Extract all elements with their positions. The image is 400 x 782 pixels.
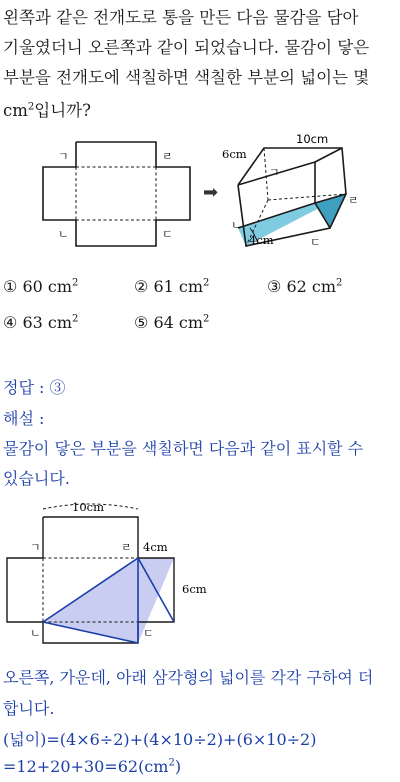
net-label-d: ㄷ xyxy=(162,228,173,241)
solution-result-close: ) xyxy=(174,757,182,776)
solution-formula: (넓이)=(4×6÷2)+(4×10÷2)+(6×10÷2) xyxy=(3,730,317,749)
net-label-g: ㄱ xyxy=(58,150,69,163)
answer-label: 정답 : ③ xyxy=(3,378,66,397)
explanation-line-2: 있습니다. xyxy=(3,469,70,488)
option-unit: cm xyxy=(178,277,204,296)
option-unit: cm xyxy=(47,277,73,296)
unit-cm: cm xyxy=(3,101,28,120)
box-top-length: 10cm xyxy=(296,132,329,146)
solution-line-2: 합니다. xyxy=(3,699,55,718)
option-5[interactable] xyxy=(134,313,209,332)
arrow-icon: ➡ xyxy=(203,182,219,203)
figure-shaded-net xyxy=(0,495,400,645)
option-value: 63 xyxy=(22,313,43,332)
option-sup: 2 xyxy=(203,313,210,325)
box-label-d: ㄷ xyxy=(310,236,321,249)
option-sup: 2 xyxy=(336,277,343,289)
figure-net-and-box xyxy=(0,132,400,260)
explanation-label: 해설 : xyxy=(3,409,45,428)
question-tail: 입니까? xyxy=(34,101,91,120)
question-line-2: 기울였더니 오른쪽과 같이 되었습니다. 물감이 닿은 xyxy=(3,38,370,57)
box-height: 6cm xyxy=(222,147,247,161)
option-2[interactable] xyxy=(134,277,209,296)
option-number: ③ xyxy=(267,277,282,296)
option-sup: 2 xyxy=(72,313,79,325)
net2-height: 6cm xyxy=(182,582,207,596)
option-3[interactable] xyxy=(267,277,342,296)
explanation-line-1: 물감이 닿은 부분을 색칠하면 다음과 같이 표시할 수 xyxy=(3,439,364,458)
option-4[interactable] xyxy=(3,313,78,332)
unit-superscript: 2 xyxy=(27,101,35,113)
solution-line-1: 오른쪽, 가운데, 아래 삼각형의 넓이를 각각 구하여 더 xyxy=(3,668,374,687)
net2-label-g: ㄱ xyxy=(30,541,41,554)
option-number: ② xyxy=(134,277,149,296)
option-number: ④ xyxy=(3,313,18,332)
question-line-3: 부분을 전개도에 색칠하면 색칠한 부분의 넓이는 몇 xyxy=(3,68,370,87)
option-unit: cm xyxy=(311,277,337,296)
option-1[interactable] xyxy=(3,277,78,296)
option-number: ⑤ xyxy=(134,313,149,332)
box-label-n: ㄴ xyxy=(231,219,242,232)
net2-label-n: ㄴ xyxy=(30,627,41,640)
net2-top-length: 10cm xyxy=(72,500,104,514)
box-label-r: ㄹ xyxy=(348,194,359,207)
solution-result xyxy=(3,757,181,776)
box-label-g: ㄱ xyxy=(269,166,280,179)
option-unit: cm xyxy=(178,313,204,332)
option-value: 64 xyxy=(153,313,174,332)
option-number: ① xyxy=(3,277,18,296)
net2-label-r: ㄹ xyxy=(121,541,132,554)
solution-result-sup: 2 xyxy=(168,757,175,769)
net2-label-d: ㄷ xyxy=(143,627,154,640)
net-label-n: ㄴ xyxy=(58,228,69,241)
box-depth: 4cm xyxy=(249,233,274,247)
net2-side-length: 4cm xyxy=(143,540,168,554)
question-line-1: 왼쪽과 같은 전개도로 통을 만든 다음 물감을 담아 xyxy=(3,8,359,27)
option-sup: 2 xyxy=(203,277,210,289)
option-value: 60 xyxy=(22,277,43,296)
option-unit: cm xyxy=(47,313,73,332)
option-value: 62 xyxy=(286,277,307,296)
option-sup: 2 xyxy=(72,277,79,289)
question-line-4 xyxy=(3,97,91,121)
tilted-box xyxy=(238,148,346,246)
option-value: 61 xyxy=(153,277,174,296)
net-label-r: ㄹ xyxy=(162,150,173,163)
solution-result-main: =12+20+30=62(cm xyxy=(3,757,169,776)
